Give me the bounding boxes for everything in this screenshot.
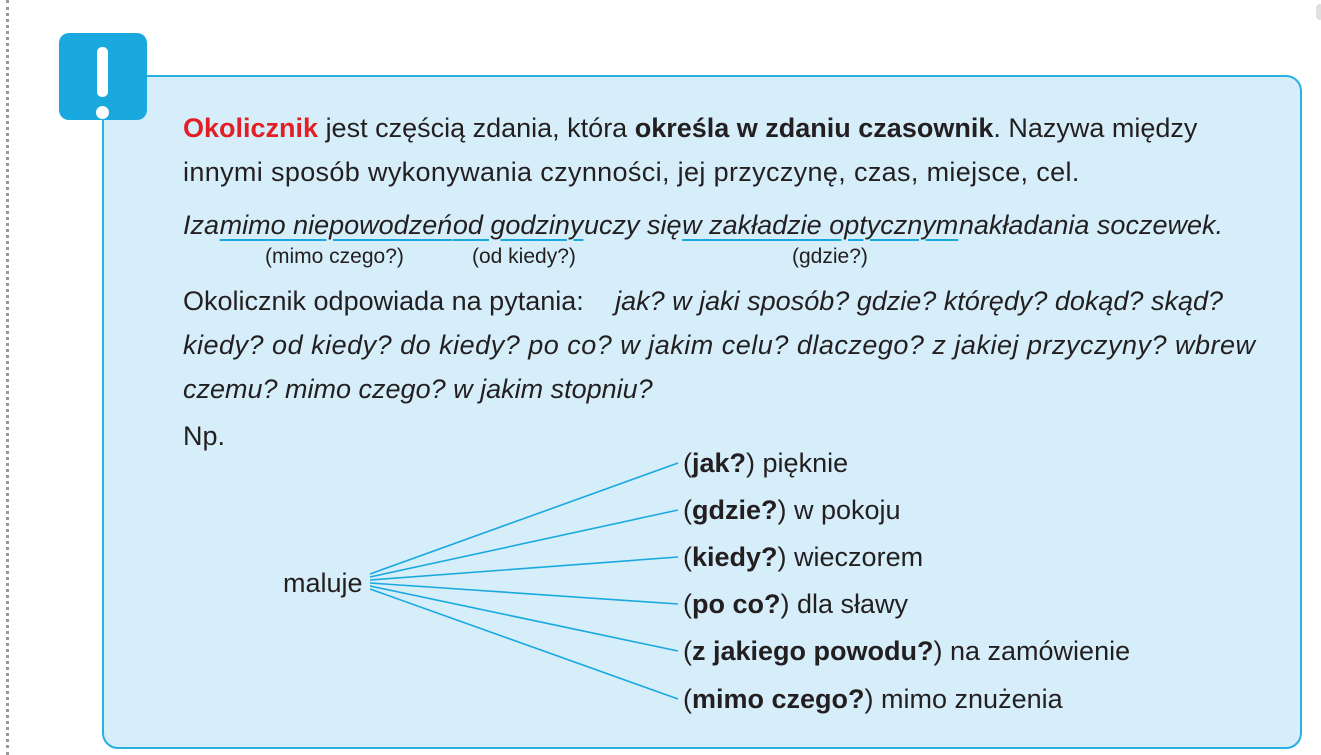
branch-answer: w pokoju <box>786 495 901 525</box>
example-adverbial-1: mimo niepowodzeń <box>219 210 453 240</box>
questions-intro: Okolicznik odpowiada na pytania: <box>183 286 584 316</box>
branch-answer: wieczorem <box>786 542 924 572</box>
branch-question: z jakiego powodu? <box>692 636 934 666</box>
definition-text-tail: . Nazywa między <box>993 113 1198 143</box>
example-question-2: (od kiedy?) <box>472 245 576 268</box>
example-word: nakładania soczewek. <box>958 210 1223 240</box>
branch-question: po co? <box>692 589 781 619</box>
np-label: Np. <box>183 421 226 451</box>
definition-bold: określa w zdaniu czasownik <box>634 113 994 143</box>
definition-line-2: innymi sposób wykonywania czynności, jej przyczynę, czas, miejsce, cel. <box>183 157 1080 187</box>
branch-question: gdzie? <box>692 495 778 525</box>
diagram-branch: (kiedy?) wieczorem <box>683 542 924 572</box>
example-adverbial-2: od godziny <box>452 210 584 240</box>
questions-list-1: jak? w jaki sposób? gdzie? którędy? dokąd? skąd? <box>615 286 1223 316</box>
example-question-1: (mimo czego?) <box>265 245 404 268</box>
diagram-branch-line <box>370 510 678 577</box>
diagram-branch: (jak?) pięknie <box>683 448 849 478</box>
diagram-branch: (po co?) dla sławy <box>683 589 909 619</box>
example-adverbial-3: w zakładzie optycznym <box>682 210 959 240</box>
diagram-branch-line <box>370 557 678 580</box>
example-question-3: (gdzie?) <box>792 245 868 268</box>
diagram-branch: (z jakiego powodu?) na zamówienie <box>683 636 1131 666</box>
questions-line-3: czemu? mimo czego? w jakim stopniu? <box>183 374 653 404</box>
diagram-branch-line <box>370 583 678 604</box>
diagram-branch: (gdzie?) w pokoju <box>683 495 901 525</box>
branch-answer: mimo znużenia <box>873 684 1063 714</box>
example-word: Iza <box>183 210 220 240</box>
branch-question: mimo czego? <box>692 684 865 714</box>
diagram-branch: (mimo czego?) mimo znużenia <box>683 684 1063 714</box>
example-word: uczy się <box>584 210 682 240</box>
branch-question: kiedy? <box>692 542 778 572</box>
definition-text: jest częścią zdania, która <box>325 113 628 143</box>
branch-answer: dla sławy <box>789 589 909 619</box>
branch-answer: pięknie <box>755 448 849 478</box>
branch-answer: na zamówienie <box>942 636 1131 666</box>
diagram-root-word: maluje <box>283 568 363 598</box>
questions-line-2: kiedy? od kiedy? do kiedy? po co? w jakim celu? dlaczego? z jakiej przyczyny? wbrew <box>183 330 1256 360</box>
term-okolicznik: Okolicznik <box>183 113 319 143</box>
diagram-branch-line <box>370 463 678 574</box>
diagram-branch-line <box>370 589 678 699</box>
diagram-branch-line <box>370 586 678 651</box>
branch-question: jak? <box>692 448 747 478</box>
